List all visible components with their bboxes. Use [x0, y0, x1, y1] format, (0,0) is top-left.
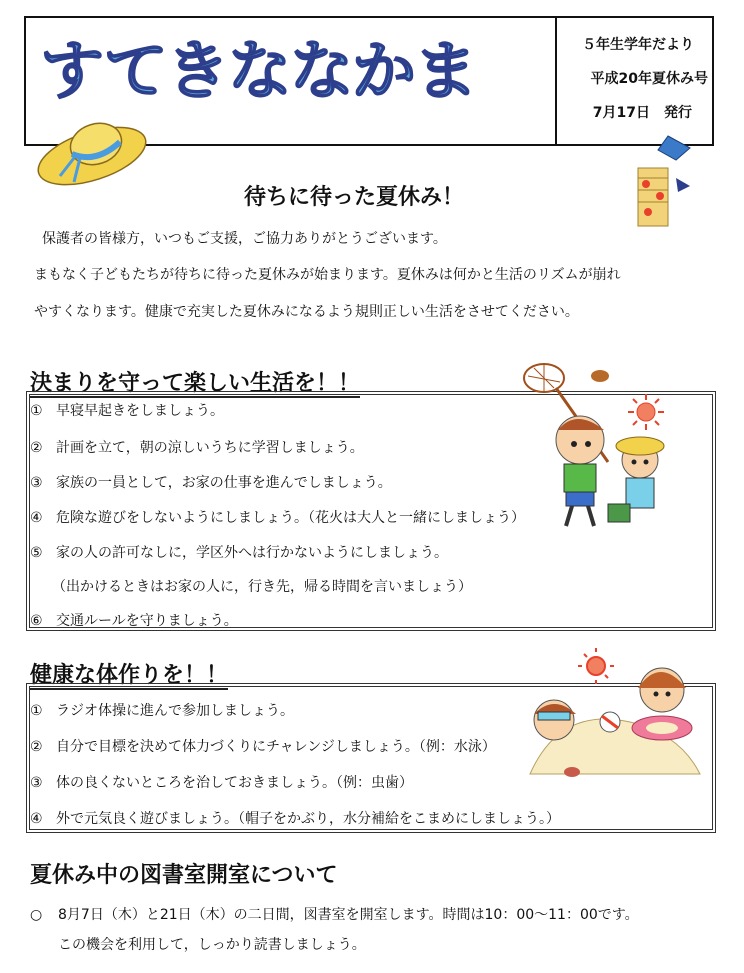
intro-greeting: 保護者の皆様方，いつもご支援，ご協力ありがとうございます。: [42, 231, 447, 247]
wind-chime-icon: [624, 134, 696, 230]
health-item: ③ 体の良くないところを治しておきましょう。（例：虫歯）: [30, 775, 413, 791]
rule-item: ⑥ 交通ルールを守りましょう。: [30, 613, 238, 629]
library-line-2: この機会を利用して，しっかり読書しましょう。: [58, 937, 366, 953]
rules-heading: [30, 366, 360, 397]
straw-hat-icon: [24, 112, 152, 192]
beach-kids-illustration: [520, 644, 720, 784]
newsletter-title: すてきななかま: [40, 35, 476, 109]
date-line: 7月17日 発行: [592, 105, 692, 121]
sun-icon: [626, 392, 666, 432]
rule-item-note: （出かけるときはお家の人に，行き先，帰る時間を言いましょう）: [52, 579, 472, 595]
health-item: ① ラジオ体操に進んで参加しましょう。: [30, 703, 294, 719]
rule-item: ④ 危険な遊びをしないようにしましょう。（花火は大人と一緒にしましょう）: [30, 510, 525, 526]
rule-item: ① 早寝早起きをしましょう。: [30, 403, 224, 419]
bullet-icon: ○: [30, 907, 43, 923]
rule-item: ② 計画を立て，朝の涼しいうちに学習しましょう。: [30, 440, 364, 456]
bug-catching-kids-illustration: [516, 354, 696, 530]
intro-paragraph-line-2: やすくなります。健康で充実した夏休みになるよう規則正しい生活をさせてください。: [34, 304, 579, 320]
issue-info: [558, 16, 714, 146]
library-line-1: ○ 8月7日（木）と21日（木）の二日間，図書室を開室します。時間は10：00～11：00です。: [30, 907, 639, 923]
rules-heading-text: 決まりを守って楽しい生活を！！: [30, 371, 361, 396]
intro-heading: 待ちに待った夏休み！: [244, 185, 465, 210]
masthead-divider: [555, 16, 557, 146]
health-item: ② 自分で目標を決めて体力づくりにチャレンジしましょう。（例：水泳）: [30, 739, 496, 755]
rule-item: ③ 家族の一員として，お家の仕事を進んでしましょう。: [30, 475, 392, 491]
rule-item: ⑤ 家の人の許可なしに，学区外へは行かないようにしましょう。: [30, 545, 448, 561]
intro-paragraph-line-1: まもなく子どもたちが待ちに待った夏休みが始まります。夏休みは何かと生活のリズムが崩れ: [34, 267, 621, 283]
health-heading-text: 健康な体作りを！！: [30, 663, 229, 688]
health-heading: [30, 658, 228, 689]
grade-line: ５年生学年だより: [582, 37, 694, 53]
health-item: ④ 外で元気良く遊びましょう。（帽子をかぶり，水分補給をこまめにしましょう。）: [30, 811, 560, 827]
library-heading: 夏休み中の図書室開室について: [30, 863, 338, 888]
issue-line: 平成20年夏休み号: [590, 71, 708, 87]
